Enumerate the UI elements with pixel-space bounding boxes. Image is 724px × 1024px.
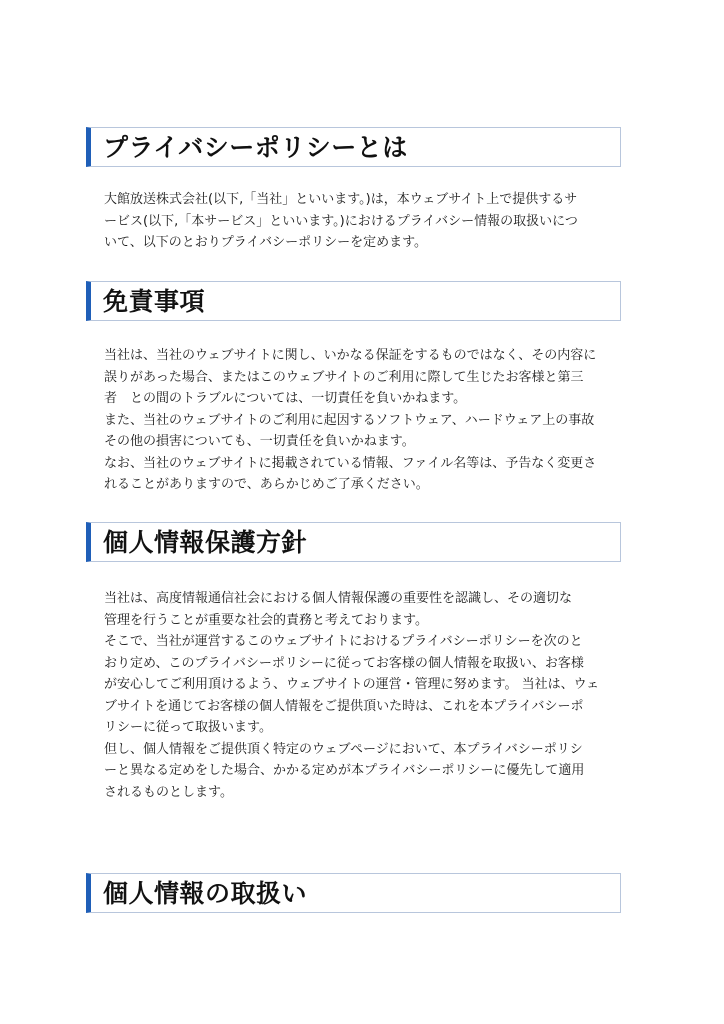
section-heading-privacy-policy: [86, 127, 621, 167]
section-title: プライバシーポリシーとは: [103, 132, 408, 162]
text-line: れることがありますので、あらかじめご了承ください。: [104, 477, 429, 492]
section-heading-disclaimer: [86, 281, 621, 321]
text-line: おり定め、このプライバシーポリシーに従ってお客様の個人情報を取扱い、お客様: [104, 655, 584, 671]
section-title: 個人情報保護方針: [103, 527, 308, 557]
text-line: 但し、個人情報をご提供頂く特定のウェブページにおいて、本プライバシーポリシ: [104, 741, 583, 757]
text-line: 管理を行うことが重要な社会的責務と考えております。: [104, 612, 428, 628]
paragraph-privacy-policy: [104, 189, 629, 254]
text-line: リシーに従って取扱います。: [104, 720, 272, 735]
section-title: 免責事項: [103, 286, 206, 316]
text-line: 大館放送株式会社(以下,「当社」といいます。)は，本ウェブサイト上で提供するサ: [104, 192, 578, 207]
text-line: そこで、当社が運営するこのウェブサイトにおけるプライバシーポリシーを次のと: [104, 634, 583, 649]
text-line: 当社は、当社のウェブサイトに関し、いかなる保証をするものではなく、その内容に: [104, 348, 597, 363]
text-line: ービス(以下,「本サービス」といいます。)におけるプライバシー情報の取扱いにつ: [104, 213, 578, 229]
text-line: また、当社のウェブサイトのご利用に起因するソフトウェア、ハードウェア上の事故: [104, 412, 595, 428]
section-title: 個人情報の取扱い: [103, 878, 308, 908]
text-line: が安心してご利用頂けるよう、ウェブサイトの運営・管理に努めます。 当社は、ウェ: [104, 677, 600, 692]
section-heading-personal-info-protection: [86, 522, 621, 562]
paragraph-disclaimer: [104, 345, 629, 496]
text-line: その他の損害についても、一切責任を負いかねます。: [104, 434, 415, 449]
paragraph-personal-info-protection: [104, 588, 629, 803]
text-line: 当社は、高度情報通信社会における個人情報保護の重要性を認識し、その適切な: [104, 591, 573, 606]
text-line: 者 との間のトラブルについては、一切責任を負いかねます。: [104, 391, 467, 406]
text-line: ブサイトを通じてお客様の個人情報をご提供頂いた時は、これを本プライバシーポ: [104, 698, 584, 714]
section-heading-personal-info-handling: [86, 873, 621, 913]
text-line: なお、当社のウェブサイトに掲載されている情報、ファイル名等は、予告なく変更さ: [104, 455, 597, 471]
text-line: ーと異なる定めをした場合、かかる定めが本プライバシーポリシーに優先して適用: [104, 763, 585, 778]
text-line: 誤りがあった場合、またはこのウェブサイトのご利用に際して生じたお客様と第三: [104, 369, 584, 385]
text-line: されるものとします。: [104, 784, 233, 800]
text-line: いて、以下のとおりプライバシーポリシーを定めます。: [104, 235, 428, 250]
